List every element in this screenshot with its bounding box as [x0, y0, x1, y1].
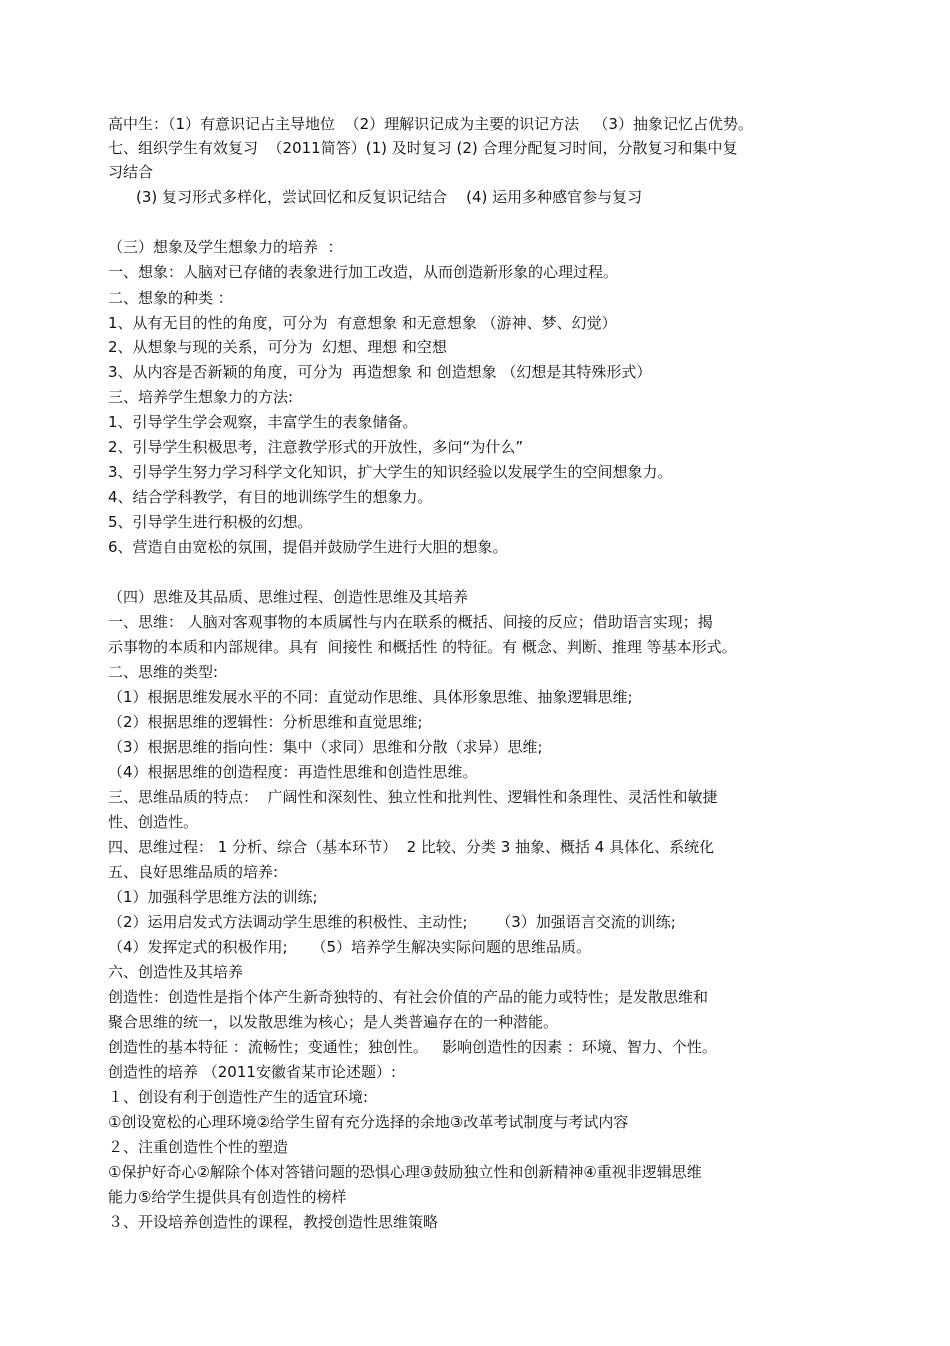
text-line: 2、从想象与现的关系，可分为 幻想、理想 和空想 — [108, 338, 447, 356]
text-line: 习结合 — [108, 163, 154, 181]
text-line: 2、引导学生积极思考，注意教学形式的开放性，多问“为什么” — [108, 438, 524, 456]
text-line: （1）根据思维发展水平的不同：直觉动作思维、具体形象思维、抽象逻辑思维; — [108, 688, 633, 706]
text-line: 二、思维的类型: — [108, 663, 219, 681]
text-line: （4）发挥定式的积极作用; （5）培养学生解决实际问题的思维品质。 — [108, 938, 591, 956]
text-line: 4、结合学科教学，有目的地训练学生的想象力。 — [108, 488, 433, 506]
text-line: 6、营造自由宽松的氛围，提倡并鼓励学生进行大胆的想象。 — [108, 538, 508, 556]
section-heading: （四）思维及其品质、思维过程、创造性思维及其培养 — [108, 588, 469, 606]
text-line: 一、思维： 人脑对客观事物的本质属性与内在联系的概括、间接的反应；借助语言实现；揭 — [108, 613, 713, 631]
text-line: 六、创造性及其培养 — [108, 963, 244, 981]
text-line: 四、思维过程： 1 分析、综合（基本环节） 2 比较、分类 3 抽象、概括 4 具体化、系统化 — [108, 838, 715, 856]
text-line: ①保护好奇心②解除个体对答错问题的恐惧心理③鼓励独立性和创新精神④重视非逻辑思维 — [108, 1163, 702, 1181]
text-line: 高中生：（1）有意识记占主导地位 （2）理解识记成为主要的识记方法 （3）抽象记忆占优势。 — [108, 115, 753, 133]
text-line: (3) 复习形式多样化，尝试回忆和反复识记结合 (4) 运用多种感官参与复习 — [136, 188, 643, 206]
text-line: 3、从内容是否新颖的角度，可分为 再造想象 和 创造想象 （幻想是其特殊形式） — [108, 363, 652, 381]
text-line: 示事物的本质和内部规律。具有 间接性 和概括性 的特征。有 概念、判断、推理 等基本形式。 — [108, 638, 737, 656]
text-line: 三、思维品质的特点： 广阔性和深刻性、独立性和批判性、逻辑性和条理性、灵活性和敏捷 — [108, 788, 718, 806]
section-heading: （三）想象及学生想象力的培养 ： — [108, 238, 343, 256]
text-line: 1、从有无目的性的角度，可分为 有意想象 和无意想象 （游神、梦、幻觉） — [108, 314, 617, 332]
text-line: ３、开设培养创造性的课程，教授创造性思维策略 — [108, 1213, 439, 1231]
text-line: （4）根据思维的创造程度：再造性思维和创造性思维。 — [108, 763, 478, 781]
text-line: 五、良好思维品质的培养: — [108, 863, 279, 881]
text-line: 性、创造性。 — [108, 813, 199, 831]
text-line: （2）运用启发式方法调动学生思维的积极性、主动性; （3）加强语言交流的训练; — [108, 913, 676, 931]
text-line: 5、引导学生进行积极的幻想。 — [108, 513, 313, 531]
text-line: （2）根据思维的逻辑性：分析思维和直觉思维; — [108, 713, 423, 731]
text-line: 3、引导学生努力学习科学文化知识，扩大学生的知识经验以发展学生的空间想象力。 — [108, 463, 673, 481]
text-line: 二、想象的种类 ： — [108, 289, 233, 307]
text-line: 能力⑤给学生提供具有创造性的榜样 — [108, 1188, 347, 1206]
text-line: （3）根据思维的指向性：集中（求同）思维和分散（求异）思维; — [108, 738, 543, 756]
text-line: 1、引导学生学会观察，丰富学生的表象储备。 — [108, 413, 418, 431]
text-line: 创造性的基本特征 ：流畅性；变通性；独创性。 影响创造性的因素 ：环境、智力、个性。 — [108, 1038, 717, 1056]
text-line: 一、想象：人脑对已存储的表象进行加工改造，从而创造新形象的心理过程。 — [108, 263, 619, 281]
text-line: 聚合思维的统一，以发散思维为核心；是人类普遍存在的一种潜能。 — [108, 1013, 559, 1031]
text-line: １、创设有利于创造性产生的适宜环境: — [108, 1088, 369, 1106]
text-line: 创造性的培养 （2011安徽省某市论述题）: — [108, 1063, 396, 1081]
text-line: 创造性：创造性是指个体产生新奇独特的、有社会价值的产品的能力或特性；是发散思维和 — [108, 988, 709, 1006]
text-line: ①创设宽松的心理环境②给学生留有充分选择的余地③改革考试制度与考试内容 — [108, 1113, 629, 1131]
text-line: （1）加强科学思维方法的训练; — [108, 888, 318, 906]
text-line: 七、组织学生有效复习 （2011简答）(1) 及时复习 (2) 合理分配复习时间，分散复习和集中复 — [108, 139, 738, 157]
text-line: 三、培养学生想象力的方法: — [108, 388, 294, 406]
text-line: ２、注重创造性个性的塑造 — [108, 1138, 289, 1156]
